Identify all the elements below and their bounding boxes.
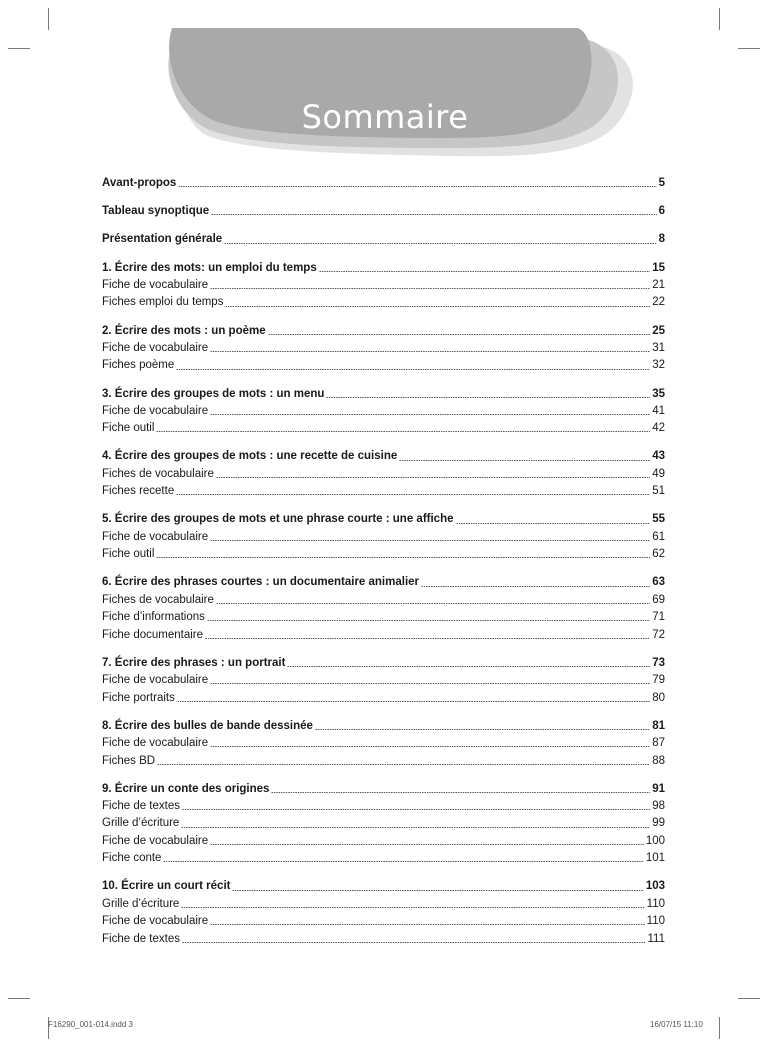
toc-entry-page: 32	[652, 359, 665, 372]
toc-section	[102, 781, 665, 868]
toc-entry-page: 63	[652, 576, 665, 589]
toc-entry-label: Fiche d’informations	[102, 611, 205, 624]
toc-sub-entry	[102, 913, 665, 930]
toc-entry-label: Fiche de vocabulaire	[102, 341, 209, 354]
crop-mark	[8, 998, 30, 999]
toc-entry-page: 87	[652, 737, 665, 750]
toc-chapter-entry	[102, 203, 665, 220]
toc-entry-label: Grille d’écriture	[102, 897, 180, 910]
dot-leader	[177, 701, 650, 702]
toc-section	[102, 878, 665, 948]
toc-sub-entry	[102, 627, 665, 644]
dot-leader	[181, 827, 650, 828]
toc-sub-entry	[102, 609, 665, 626]
toc-entry-label: 4. Écrire des groupes de mots : une recette de cuisine	[102, 450, 398, 463]
toc-sub-entry	[102, 529, 665, 546]
toc-entry-label: Fiche outil	[102, 548, 155, 561]
toc-entry-label: 3. Écrire des groupes de mots : un menu	[102, 387, 325, 400]
toc-sub-entry	[102, 931, 665, 948]
toc-entry-label: Fiche de textes	[102, 800, 180, 813]
toc-section	[102, 323, 665, 375]
toc-section	[102, 260, 665, 312]
toc-entry-label: 5. Écrire des groupes de mots et une phrase courte : une affiche	[102, 513, 454, 526]
toc-entry-label: Fiche portraits	[102, 691, 175, 704]
toc-entry-label: Fiches de vocabulaire	[102, 593, 214, 606]
crop-mark	[8, 48, 30, 49]
toc-entry-page: 15	[652, 261, 665, 274]
toc-entry-label: 7. Écrire des phrases : un portrait	[102, 656, 286, 669]
toc-chapter-entry	[102, 260, 665, 277]
dot-leader	[210, 351, 650, 352]
dot-leader	[210, 746, 650, 747]
dot-leader	[210, 288, 650, 289]
toc-entry-page: 81	[652, 719, 665, 732]
dot-leader	[210, 683, 650, 684]
toc-chapter-entry	[102, 655, 665, 672]
crop-mark	[738, 998, 760, 999]
dot-leader	[176, 369, 650, 370]
dot-leader	[268, 334, 651, 335]
toc-entry-page: 71	[652, 611, 665, 624]
toc-entry-label: Fiches BD	[102, 754, 156, 767]
toc-entry-label: Fiche documentaire	[102, 628, 203, 641]
dot-leader	[216, 603, 650, 604]
dot-leader	[399, 460, 650, 461]
toc-sub-entry	[102, 833, 665, 850]
dot-leader	[232, 890, 643, 891]
toc-entry-label: 9. Écrire un conte des origines	[102, 782, 270, 795]
toc-sub-entry	[102, 277, 665, 294]
crop-mark	[738, 48, 760, 49]
toc-entry-page: 69	[652, 593, 665, 606]
dot-leader	[178, 186, 656, 187]
dot-leader	[181, 907, 644, 908]
page-title: Sommaire	[301, 98, 469, 136]
toc-sub-entry	[102, 896, 665, 913]
dot-leader	[210, 924, 645, 925]
toc-sub-entry	[102, 546, 665, 563]
toc-entry-label: Fiches emploi du temps	[102, 296, 224, 309]
toc-entry-page: 73	[652, 656, 665, 669]
toc-entry-page: 80	[652, 691, 665, 704]
crop-mark	[719, 8, 720, 30]
crop-mark	[48, 8, 49, 30]
toc-entry-page: 111	[647, 932, 665, 945]
toc-chapter-entry	[102, 511, 665, 528]
toc-chapter-entry	[102, 878, 665, 895]
toc-entry-page: 98	[652, 800, 665, 813]
dot-leader	[225, 306, 650, 307]
dot-leader	[319, 271, 650, 272]
toc-entry-page: 25	[652, 324, 665, 337]
toc-sub-entry	[102, 420, 665, 437]
toc-sub-entry	[102, 483, 665, 500]
toc-chapter-entry	[102, 323, 665, 340]
toc-entry-page: 21	[652, 278, 665, 291]
dot-leader	[176, 494, 650, 495]
dot-leader	[287, 666, 650, 667]
toc-entry-label: Fiche de vocabulaire	[102, 834, 209, 847]
toc-section	[102, 175, 665, 192]
toc-sub-entry	[102, 850, 665, 867]
toc-entry-label: Fiches de vocabulaire	[102, 467, 214, 480]
toc-entry-page: 110	[646, 915, 665, 928]
toc-entry-label: 1. Écrire des mots: un emploi du temps	[102, 261, 317, 274]
toc-sub-entry	[102, 672, 665, 689]
toc-entry-page: 35	[652, 387, 665, 400]
toc-entry-label: Fiche de vocabulaire	[102, 674, 209, 687]
footer-timestamp: 16/07/15 11:10	[650, 1020, 703, 1029]
toc-entry-label: Fiche de vocabulaire	[102, 278, 209, 291]
toc-entry-page: 6	[658, 205, 665, 218]
table-of-contents	[102, 175, 665, 959]
toc-chapter-entry	[102, 231, 665, 248]
toc-sub-entry	[102, 294, 665, 311]
toc-entry-label: Fiche de textes	[102, 932, 180, 945]
dot-leader	[156, 431, 650, 432]
toc-entry-label: Fiches recette	[102, 485, 175, 498]
toc-entry-label: Grille d’écriture	[102, 817, 180, 830]
dot-leader	[210, 414, 650, 415]
toc-entry-label: Fiches poème	[102, 359, 175, 372]
dot-leader	[182, 942, 646, 943]
dot-leader	[224, 243, 656, 244]
toc-sub-entry	[102, 735, 665, 752]
toc-chapter-entry	[102, 574, 665, 591]
footer-file-name: F16290_001-014.indd 3	[48, 1020, 133, 1029]
toc-entry-page: 61	[652, 530, 665, 543]
toc-sub-entry	[102, 690, 665, 707]
toc-entry-page: 31	[652, 341, 665, 354]
dot-leader	[163, 861, 643, 862]
dot-leader	[211, 214, 656, 215]
toc-chapter-entry	[102, 175, 665, 192]
dot-leader	[210, 540, 650, 541]
toc-entry-page: 101	[645, 852, 665, 865]
toc-section	[102, 231, 665, 248]
toc-sub-entry	[102, 403, 665, 420]
toc-section	[102, 655, 665, 707]
toc-entry-page: 99	[652, 817, 665, 830]
toc-section	[102, 511, 665, 563]
toc-entry-label: Fiche de vocabulaire	[102, 530, 209, 543]
dot-leader	[456, 523, 651, 524]
toc-entry-label: 6. Écrire des phrases courtes : un documentaire animalier	[102, 576, 420, 589]
dot-leader	[326, 397, 650, 398]
toc-entry-label: Avant-propos	[102, 177, 177, 189]
toc-section	[102, 448, 665, 500]
toc-entry-page: 62	[652, 548, 665, 561]
dot-leader	[210, 844, 644, 845]
toc-entry-label: Fiche conte	[102, 852, 162, 865]
toc-chapter-entry	[102, 781, 665, 798]
toc-entry-page: 51	[652, 485, 665, 498]
toc-entry-page: 43	[652, 450, 665, 463]
toc-entry-label: 10. Écrire un court récit	[102, 880, 231, 893]
header-banner	[150, 28, 640, 163]
toc-chapter-entry	[102, 448, 665, 465]
dot-leader	[156, 557, 650, 558]
toc-entry-page: 72	[652, 628, 665, 641]
toc-entry-label: Présentation générale	[102, 233, 223, 246]
toc-chapter-entry	[102, 718, 665, 735]
toc-entry-page: 100	[645, 834, 665, 847]
toc-entry-page: 88	[652, 754, 665, 767]
dot-leader	[205, 638, 650, 639]
toc-section	[102, 574, 665, 644]
toc-entry-label: 2. Écrire des mots : un poème	[102, 324, 266, 337]
toc-sub-entry	[102, 592, 665, 609]
toc-sub-entry	[102, 357, 665, 374]
toc-sub-entry	[102, 340, 665, 357]
dot-leader	[271, 792, 650, 793]
dot-leader	[182, 809, 650, 810]
toc-entry-page: 5	[658, 177, 665, 189]
toc-entry-page: 8	[658, 233, 665, 246]
toc-entry-page: 22	[652, 296, 665, 309]
dot-leader	[315, 729, 650, 730]
toc-entry-page: 103	[645, 880, 665, 893]
dot-leader	[207, 620, 650, 621]
banner-shape	[150, 28, 640, 163]
toc-entry-label: Fiche de vocabulaire	[102, 404, 209, 417]
dot-leader	[157, 764, 650, 765]
toc-entry-label: Fiche de vocabulaire	[102, 915, 209, 928]
toc-section	[102, 203, 665, 220]
toc-entry-page: 42	[652, 422, 665, 435]
toc-chapter-entry	[102, 386, 665, 403]
toc-entry-page: 110	[646, 897, 665, 910]
toc-entry-label: Fiche de vocabulaire	[102, 737, 209, 750]
dot-leader	[216, 477, 650, 478]
toc-entry-page: 79	[652, 674, 665, 687]
toc-entry-label: Fiche outil	[102, 422, 155, 435]
toc-entry-label: Tableau synoptique	[102, 205, 210, 218]
toc-sub-entry	[102, 815, 665, 832]
crop-mark	[719, 1017, 720, 1039]
toc-sub-entry	[102, 753, 665, 770]
toc-entry-page: 41	[652, 404, 665, 417]
toc-entry-page: 55	[652, 513, 665, 526]
toc-entry-page: 91	[652, 782, 665, 795]
toc-section	[102, 386, 665, 438]
toc-sub-entry	[102, 798, 665, 815]
toc-sub-entry	[102, 466, 665, 483]
toc-entry-page: 49	[652, 467, 665, 480]
dot-leader	[421, 586, 650, 587]
toc-section	[102, 718, 665, 770]
toc-entry-label: 8. Écrire des bulles de bande dessinée	[102, 719, 313, 732]
